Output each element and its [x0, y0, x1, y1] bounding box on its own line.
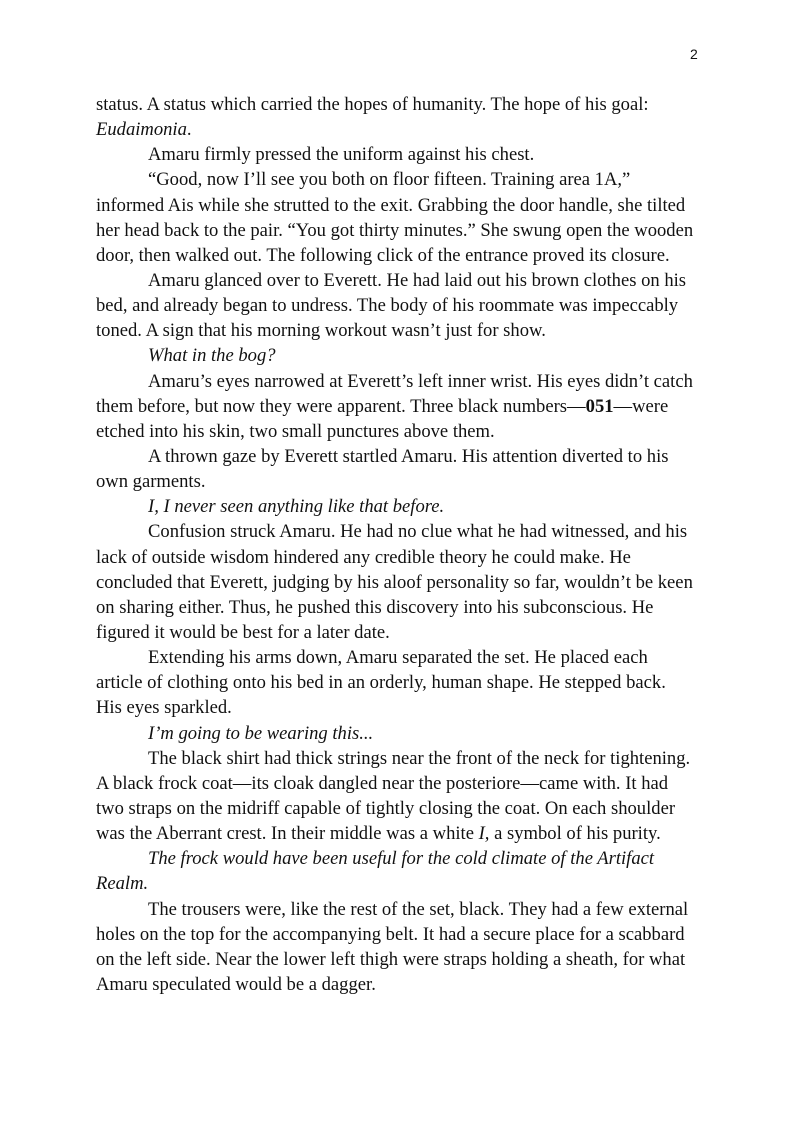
text-line: own garments. — [96, 471, 206, 493]
text-line: article of clothing onto his bed in an orderly, human shape. He stepped back. — [96, 672, 666, 694]
italic-letter: I, — [478, 823, 490, 845]
text-line — [96, 821, 716, 846]
text-line-italic: I, I never seen anything like that before. — [148, 496, 445, 518]
italic-word: Eudaimonia — [96, 119, 187, 141]
text-line: etched into his skin, two small punctures above them. — [96, 420, 495, 442]
text-line: Amaru firmly pressed the uniform against his chest. — [148, 144, 535, 166]
text-line: Amaru’s eyes narrowed at Everett’s left inner wrist. His eyes didn’t catch — [148, 370, 693, 392]
text-line: informed Ais while she strutted to the exit. Grabbing the door handle, she tilted — [96, 194, 686, 216]
text-line: His eyes sparkled. — [96, 697, 232, 719]
text-line: lack of outside wisdom hindered any credible theory he could make. He — [96, 546, 631, 568]
text-line: door, then walked out. The following click of the entrance proved its closure. — [96, 244, 670, 266]
text-line-italic: I’m going to be wearing this... — [148, 722, 374, 744]
text-line-italic: The frock would have been useful for the cold climate of the Artifact — [148, 848, 655, 870]
text-line: concluded that Everett, judging by his aloof personality so far, wouldn’t be keen — [96, 571, 693, 593]
text-line: holes on the top for the accompanying belt. It had a secure place for a scabbard — [96, 923, 685, 945]
text-tail: . — [186, 119, 192, 141]
text-line — [96, 394, 716, 419]
text-head: was the Aberrant crest. In their middle was a white — [96, 823, 479, 845]
text-line: toned. A sign that his morning workout wasn’t just for show. — [96, 320, 546, 342]
text-tail: —were — [613, 395, 669, 417]
text-line-italic: What in the bog? — [148, 345, 276, 367]
text-line: A thrown gaze by Everett startled Amaru. His attention diverted to his — [148, 445, 669, 467]
text-line: Amaru speculated would be a dagger. — [96, 973, 376, 995]
body-text — [96, 92, 716, 997]
text-line: A black frock coat—its cloak dangled near the posteriore—came with. It had — [96, 772, 669, 794]
text-line: on the left side. Near the lower left thigh were straps holding a sheath, for what — [96, 948, 686, 970]
text-line: figured it would be best for a later date. — [96, 621, 390, 643]
text-line: “Good, now I’ll see you both on floor fifteen. Training area 1A,” — [148, 169, 631, 191]
text-head: them before, but now they were apparent. Three black numbers— — [96, 395, 586, 417]
text-line: Extending his arms down, Amaru separated the set. He placed each — [148, 647, 648, 669]
text-line: her head back to the pair. “You got thirty minutes.” She swung open the wooden — [96, 219, 694, 241]
text-line: two straps on the midriff capable of tightly closing the coat. On each shoulder — [96, 797, 676, 819]
text-line: The trousers were, like the rest of the set, black. They had a few external — [148, 898, 689, 920]
text-line: bed, and already began to undress. The body of his roommate was impeccably — [96, 295, 679, 317]
bold-number: 051 — [585, 395, 614, 417]
page-number: 2 — [690, 46, 698, 62]
text-line: on sharing either. Thus, he pushed this discovery into his subconscious. He — [96, 596, 654, 618]
text-line — [96, 117, 716, 142]
text-line: The black shirt had thick strings near the front of the neck for tightening. — [148, 747, 691, 769]
text-line-italic: Realm. — [96, 873, 149, 895]
text-line: Confusion struck Amaru. He had no clue what he had witnessed, and his — [148, 521, 688, 543]
text-line: status. A status which carried the hopes of humanity. The hope of his goal: — [96, 94, 649, 115]
text-line: Amaru glanced over to Everett. He had laid out his brown clothes on his — [148, 269, 687, 291]
text-tail: a symbol of his purity. — [489, 823, 661, 845]
